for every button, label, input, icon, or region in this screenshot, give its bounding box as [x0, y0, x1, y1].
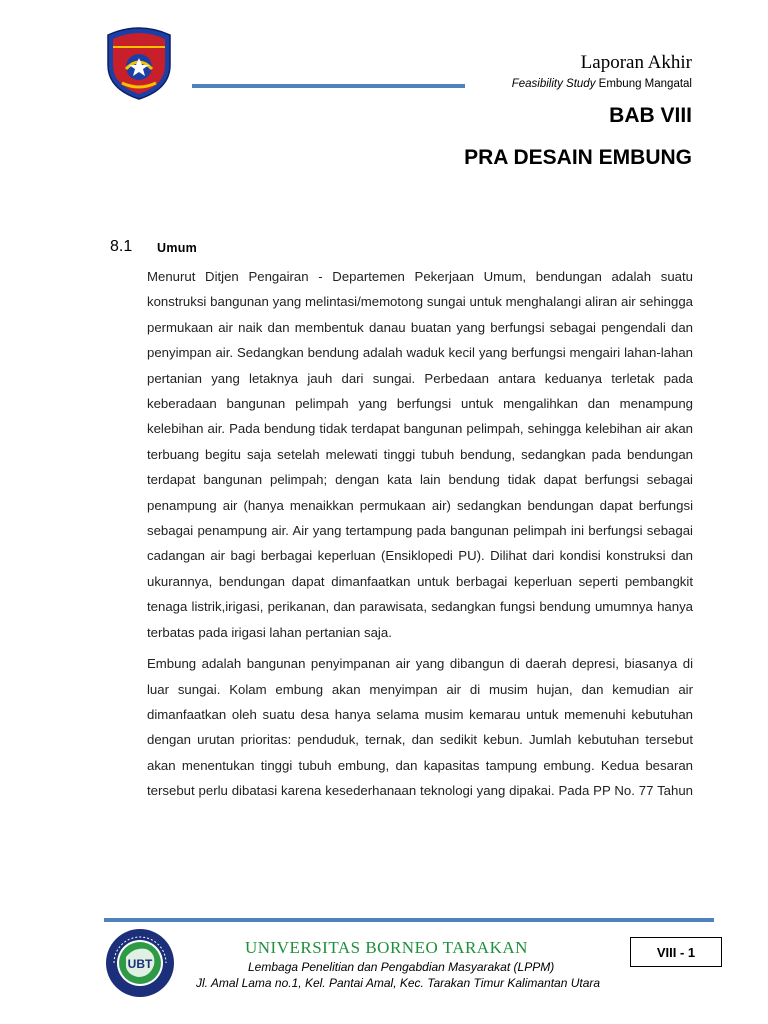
report-title: Laporan Akhir [580, 52, 692, 73]
section-title: Umum [157, 241, 198, 255]
header-divider [192, 84, 465, 88]
body-text [147, 264, 693, 804]
kota-tarakan-crest-logo [104, 25, 174, 101]
ubt-seal-logo [104, 927, 176, 999]
paragraph: Menurut Ditjen Pengairan - Departemen Pekerjaan Umum, bendungan adalah suatu konstruksi bangunan yang melintasi/memotong sungai untuk menghalangi aliran air sehingga permukaan air naik dan membentuk danau buatan yang berfungsi sebagai pengendali dan penyimpan air. Sedangkan bendung adalah waduk kecil yang berfungsi mengairi lahan-lahan pertanian yang letaknya jauh dari sungai. Perbedaan antara keduanya terletak pada keberadaan bangunan pelimpah yang berfungsi untuk mengalihkan dan menampung kelebihan air. Pada bendung tidak terdapat bangunan pelimpah, sehingga kelebihan air akan terbuang begitu saja setelah melewati tinggi tubuh bendung, sedangkan pada bendungan terdapat bangunan pelimpah; dengan kata lain bendung tidak dapat berfungsi sebagai penampung air (hanya menaikkan permukaan air) sedangkan bendungan dapat berfungsi sebagai penampung air. Air yang tertampung pada bangunan pelimpah ini berfungsi sebagai cadangan air bagi berbagai keperluan (Ensiklopedi PU). Dilihat dari kondisi konstruksi dan ukurannya, bendungan dapat dimanfaatkan untuk berbagai keperluan seperti pembangkit tenaga listrik,irigasi, perikanan, dan parawisata, sedangkan fungsi bendung umumnya hanya terbatas pada irigasi lahan pertanian saja. [147, 269, 693, 640]
page-number: VIII - 1 [630, 937, 722, 967]
university-name: UNIVERSITAS BORNEO TARAKAN [245, 938, 528, 957]
report-subtitle-italic: Feasibility Study [511, 78, 596, 90]
institute-name: Lembaga Penelitian dan Pengabdian Masyarakat (LPPM) [248, 960, 555, 974]
report-subtitle-rest: Embung Mangatal [595, 78, 692, 90]
chapter-label: BAB VIII [609, 104, 692, 127]
paragraph: Embung adalah bangunan penyimpanan air yang dibangun di daerah depresi, biasanya di luar sungai. Kolam embung akan menyimpan air di musim hujan, dan kemudian air dimanfaatkan oleh suatu desa hanya selama musim kemarau untuk memenuhi kebutuhan dengan urutan prioritas: penduduk, ternak, dan sedikit kebun. Jumlah kebutuhan tersebut akan menentukan tinggi tubuh embung, dan kapasitas tampung embung. Kedua besaran tersebut perlu dibatasi karena kesederhanaan teknologi yang dipakai. Pada PP No. 77 Tahun [147, 656, 693, 799]
report-subtitle [512, 78, 692, 90]
institute-address: Jl. Amal Lama no.1, Kel. Pantai Amal, Kec. Tarakan Timur Kalimantan Utara [196, 976, 601, 990]
section-number: 8.1 [110, 238, 133, 255]
svg-text:UBT: UBT [127, 957, 153, 971]
chapter-title: PRA DESAIN EMBUNG [464, 146, 692, 169]
footer-divider [104, 918, 714, 922]
